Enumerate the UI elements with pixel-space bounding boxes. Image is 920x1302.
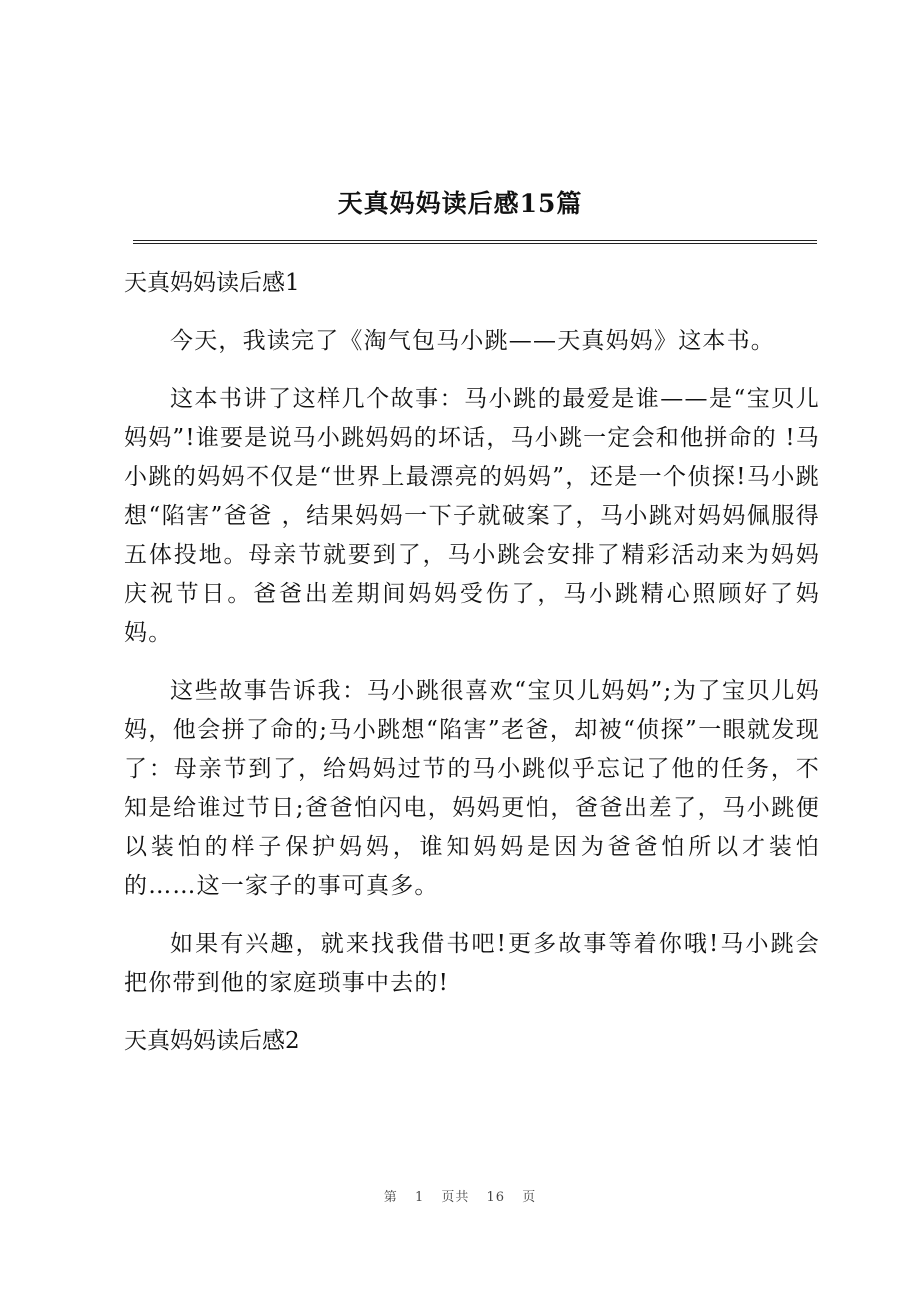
document-body [124,264,820,1080]
document-title: 天真妈妈读后感15篇 [337,189,583,218]
footer-page-number: 1 [414,1190,425,1205]
footer-suffix: 页 [522,1190,537,1205]
paragraph: 这本书讲了这样几个故事：马小跳的最爱是谁——是“宝贝儿妈妈”!谁要是说马小跳妈妈的坏话，马小跳一定会和他拼命的 !马小跳的妈妈不仅是“世界上最漂亮的妈妈”，还是一个侦探!马小跳想“陷害”爸爸 ，结果妈妈一下子就破案了，马小跳对妈妈佩服得五体投地。母亲节就要到了，马小跳会安排了精彩活动来为妈妈庆祝节日。爸爸出差期间妈妈受伤了，马小跳精心照顾好了妈妈。 [124,386,820,646]
footer-prefix: 第 [383,1190,398,1205]
section-heading: 天真妈妈读后感2 [124,1028,300,1054]
paragraph: 今天，我读完了《淘气包马小跳——天真妈妈》这本书。 [170,328,775,354]
footer-middle: 页共 [441,1190,470,1205]
paragraph: 如果有兴趣，就来找我借书吧!更多故事等着你哦!马小跳会把你带到他的家庭琐事中去的! [124,931,820,996]
page-footer [0,1186,920,1205]
title-double-rule [133,240,817,244]
section-heading: 天真妈妈读后感1 [124,270,300,296]
footer-total-pages: 16 [486,1190,506,1205]
paragraph: 这些故事告诉我：马小跳很喜欢“宝贝儿妈妈”;为了宝贝儿妈妈，他会拼了命的;马小跳想“陷害”老爸，却被“侦探”一眼就发现了：母亲节到了，给妈妈过节的马小跳似乎忘记了他的任务，不知是给谁过节日;爸爸怕闪电，妈妈更怕，爸爸出差了，马小跳便以装怕的样子保护妈妈，谁知妈妈是因为爸爸怕所以才装怕的……这一家子的事可真多。 [124,678,820,899]
